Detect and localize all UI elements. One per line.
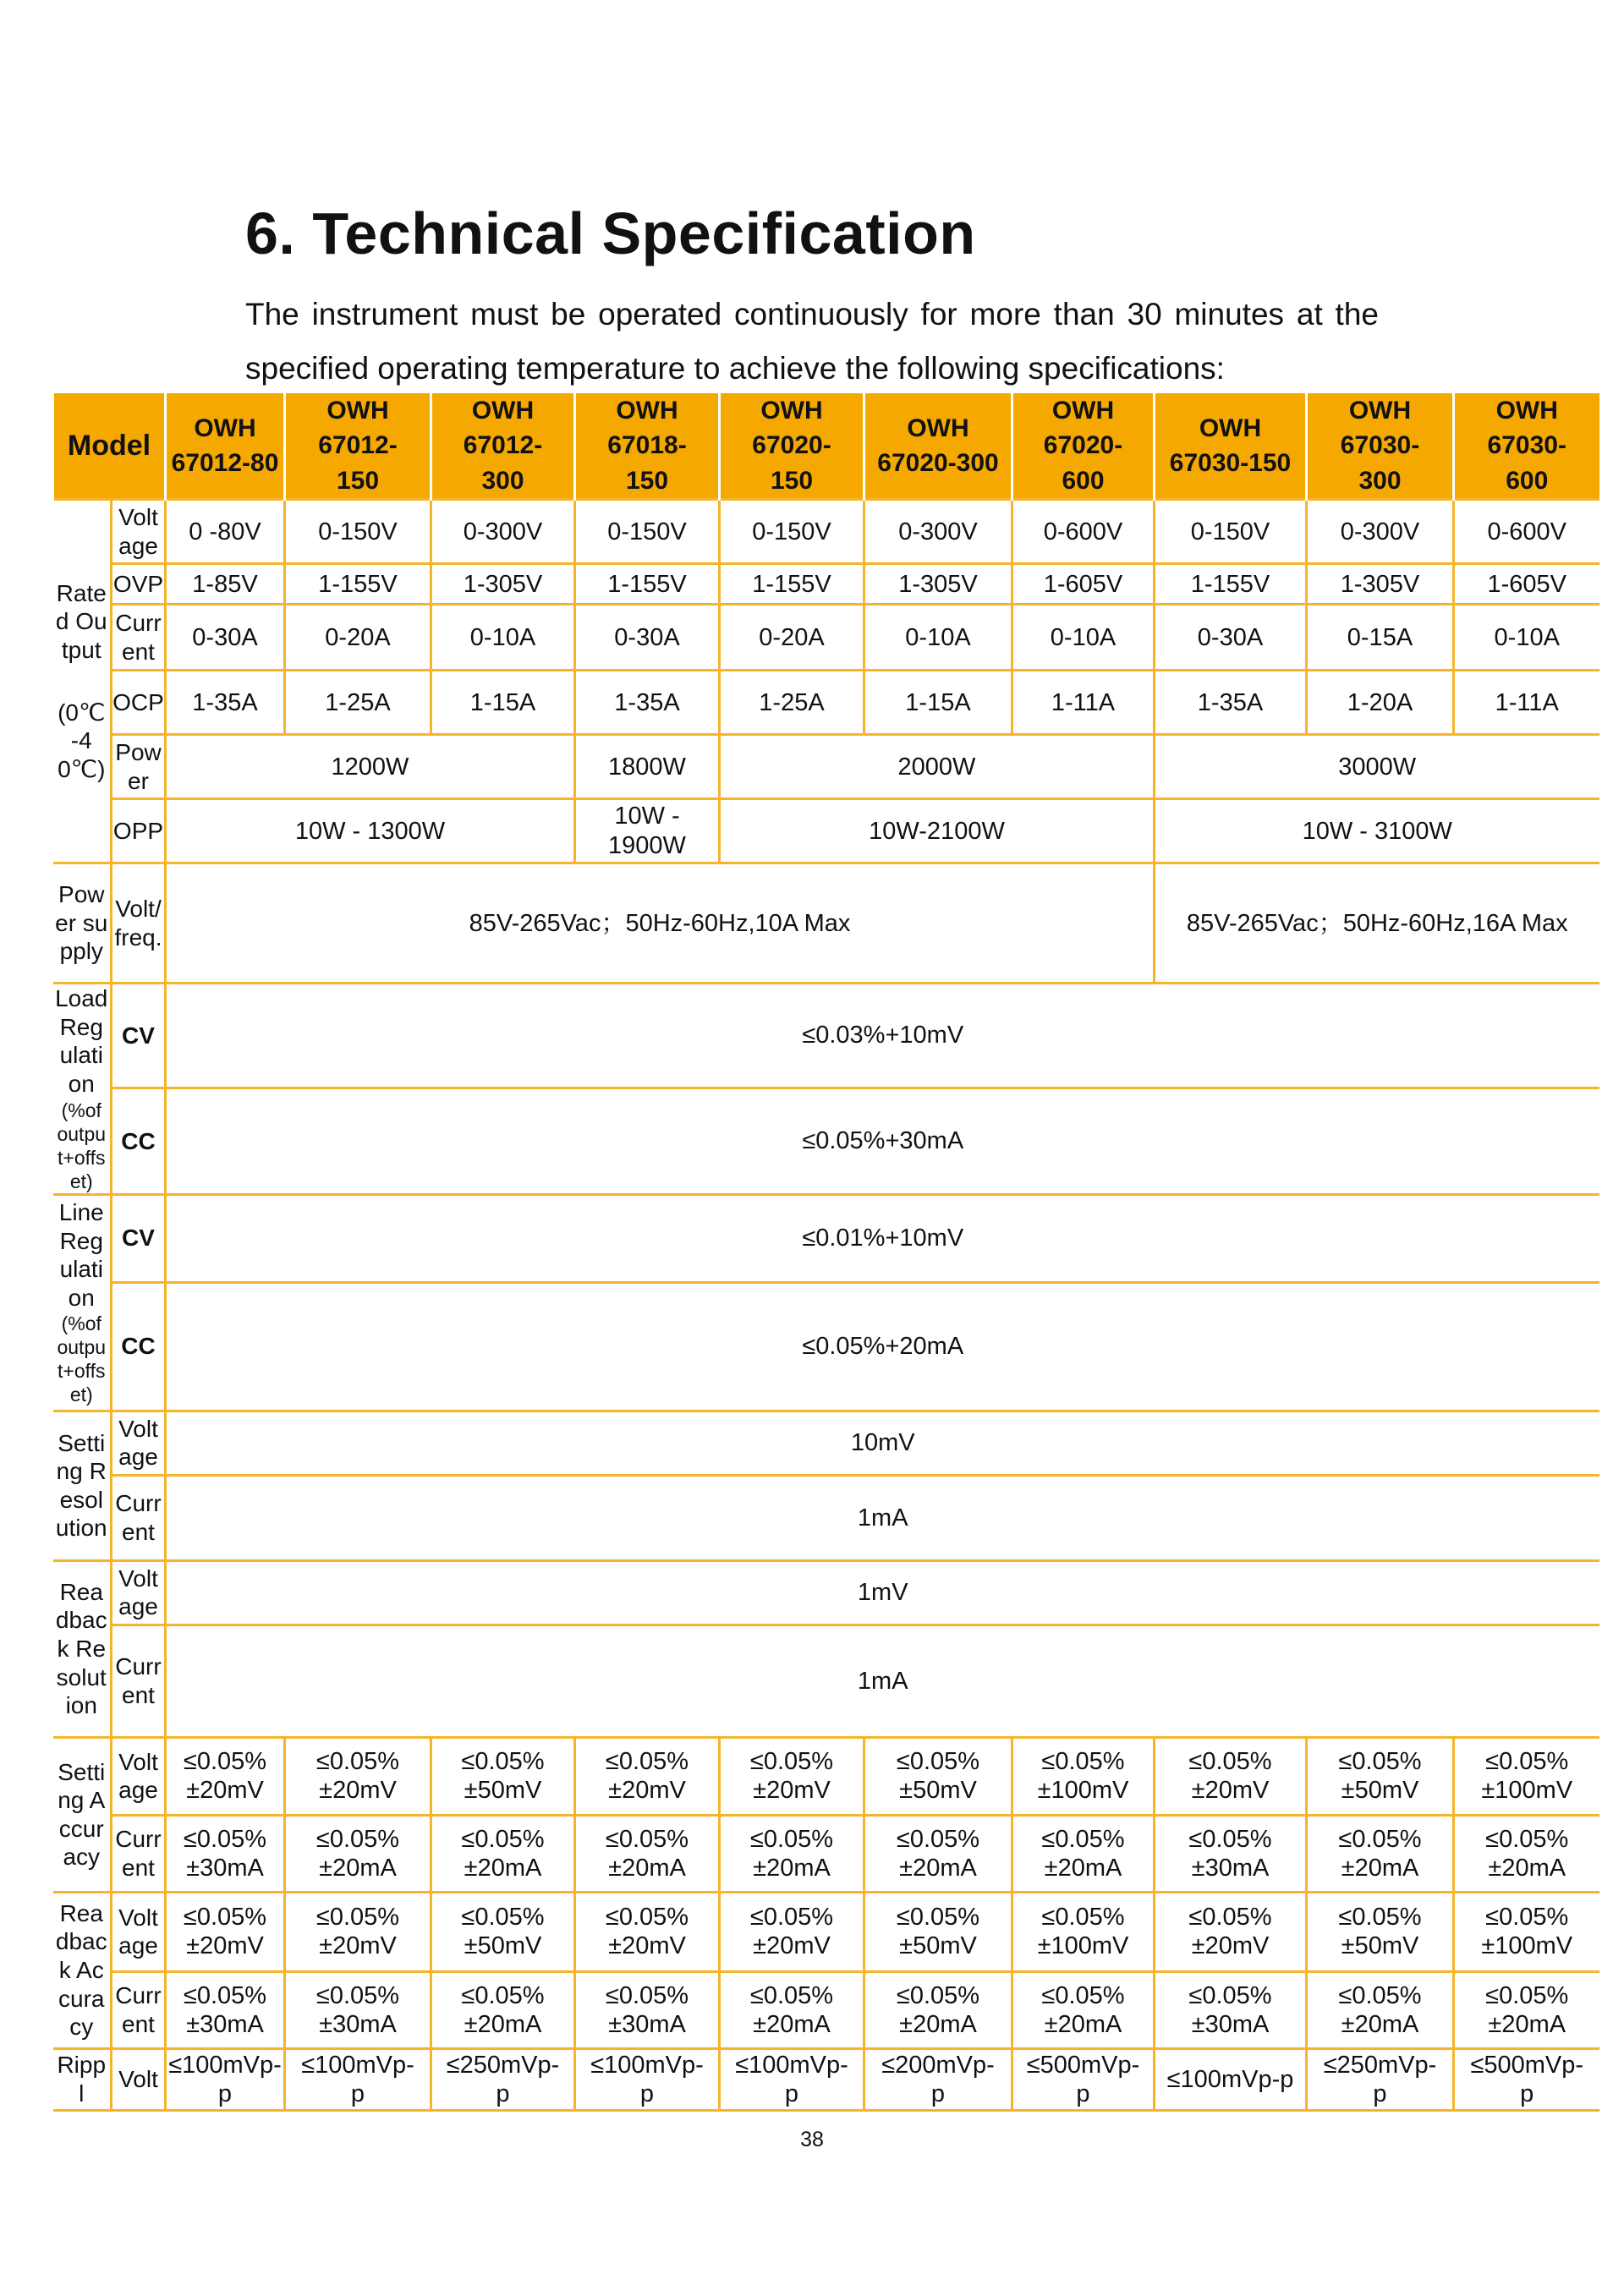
spec-cell: 1200W: [166, 735, 575, 799]
row-label: CV: [112, 984, 166, 1088]
spec-cell: ≤0.05% ±20mA: [720, 1971, 864, 2048]
table-row: [53, 984, 1599, 1088]
spec-cell: ≤0.05% ±30mA: [166, 1971, 285, 2048]
spec-cell: ≤0.05% ±30mA: [1155, 1815, 1307, 1892]
spec-cell: 1800W: [575, 735, 720, 799]
table-row: [53, 564, 1599, 605]
spec-cell: 1-155V: [1155, 564, 1307, 605]
spec-cell: 1-25A: [285, 671, 431, 735]
spec-cell: 0-150V: [575, 500, 720, 564]
row-label: Voltage: [112, 1892, 166, 1971]
row-label: OVP: [112, 564, 166, 605]
spec-cell: 1-155V: [575, 564, 720, 605]
spec-cell: 0-150V: [720, 500, 864, 564]
table-row: [53, 1411, 1599, 1475]
group-label: [53, 1411, 112, 1560]
spec-cell: 10W - 1900W: [575, 799, 720, 863]
spec-cell: ≤0.05% ±20mA: [285, 1815, 431, 1892]
spec-cell: 1-35A: [575, 671, 720, 735]
group-label: [53, 863, 112, 984]
spec-cell: ≤0.05% ±20mA: [1454, 1971, 1599, 2048]
spec-cell: ≤200mVp- p: [864, 2048, 1012, 2110]
spec-cell: 0-150V: [285, 500, 431, 564]
model-name: OWH 67020-300: [864, 392, 1012, 500]
spec-cell: 0-30A: [1155, 605, 1307, 671]
spec-cell: 3000W: [1155, 735, 1599, 799]
row-label: OPP: [112, 799, 166, 863]
spec-table: [52, 391, 1599, 2112]
table-row: [53, 500, 1599, 564]
spec-cell: ≤0.05%+30mA: [166, 1088, 1599, 1194]
spec-cell: ≤100mVp- p: [166, 2048, 285, 2110]
spec-cell: 1-305V: [1307, 564, 1454, 605]
spec-cell: 1-605V: [1454, 564, 1599, 605]
group-label: [53, 984, 112, 1195]
spec-cell: 0-10A: [864, 605, 1012, 671]
model-header: Model: [53, 392, 166, 500]
group-label: [53, 500, 112, 863]
spec-cell: ≤0.05% ±20mV: [1155, 1737, 1307, 1815]
spec-cell: 0-30A: [575, 605, 720, 671]
spec-cell: 10mV: [166, 1411, 1599, 1475]
spec-cell: ≤500mVp- p: [1454, 2048, 1599, 2110]
table-row: [53, 1971, 1599, 2048]
model-name: OWH 67020- 600: [1012, 392, 1155, 500]
group-note: (%of output+offset): [57, 1312, 107, 1406]
table-row: [53, 863, 1599, 984]
spec-cell: ≤500mVp- p: [1012, 2048, 1155, 2110]
spec-cell: ≤0.05% ±20mA: [575, 1815, 720, 1892]
spec-cell: 1-155V: [720, 564, 864, 605]
spec-cell: ≤0.05% ±20mV: [1155, 1892, 1307, 1971]
table-row: [53, 1194, 1599, 1282]
spec-cell: 0-10A: [431, 605, 575, 671]
spec-cell: 1-11A: [1454, 671, 1599, 735]
spec-cell: ≤0.05% ±20mV: [285, 1737, 431, 1815]
spec-cell: ≤0.05% ±30mA: [285, 1971, 431, 2048]
model-name: OWH 67030- 600: [1454, 392, 1599, 500]
spec-cell: 0 -80V: [166, 500, 285, 564]
spec-cell: 0-20A: [285, 605, 431, 671]
spec-cell: ≤0.05% ±20mA: [720, 1815, 864, 1892]
spec-cell: ≤0.05% ±50mV: [1307, 1737, 1454, 1815]
spec-cell: ≤0.05%+20mA: [166, 1282, 1599, 1411]
spec-cell: 0-150V: [1155, 500, 1307, 564]
row-label: Voltage: [112, 1560, 166, 1625]
table-row: [53, 735, 1599, 799]
group-label-text: Power supply: [55, 881, 108, 965]
spec-cell: ≤0.05% ±20mA: [1454, 1815, 1599, 1892]
spec-cell: ≤250mVp- p: [431, 2048, 575, 2110]
spec-cell: 1mA: [166, 1475, 1599, 1560]
spec-cell: ≤100mVp- p: [720, 2048, 864, 2110]
group-label-text: Load Regulation: [55, 985, 108, 1097]
row-label: CC: [112, 1088, 166, 1194]
spec-cell: ≤100mVp- p: [575, 2048, 720, 2110]
model-name: OWH 67012- 300: [431, 392, 575, 500]
group-label-text: Readback Resolution: [55, 1578, 107, 1719]
table-row: [53, 1892, 1599, 1971]
table-row: [53, 605, 1599, 671]
table-row: [53, 1475, 1599, 1560]
spec-cell: ≤0.05% ±50mV: [431, 1892, 575, 1971]
spec-cell: ≤0.05% ±20mA: [864, 1815, 1012, 1892]
spec-cell: ≤0.05% ±30mA: [166, 1815, 285, 1892]
spec-cell: 1-85V: [166, 564, 285, 605]
spec-cell: 10W - 3100W: [1155, 799, 1599, 863]
row-label: CC: [112, 1282, 166, 1411]
group-label-text: Setting Accuracy: [58, 1758, 106, 1871]
row-label: Current: [112, 1475, 166, 1560]
spec-cell: ≤0.05% ±20mA: [1307, 1815, 1454, 1892]
spec-cell: 1-20A: [1307, 671, 1454, 735]
table-row: [53, 1088, 1599, 1194]
table-row: [53, 1560, 1599, 1625]
row-label: Volt/ freq.: [112, 863, 166, 984]
spec-cell: ≤0.05% ±50mV: [1307, 1892, 1454, 1971]
spec-cell: ≤0.05% ±50mV: [864, 1892, 1012, 1971]
spec-cell: ≤0.01%+10mV: [166, 1194, 1599, 1282]
model-name: OWH 67020- 150: [720, 392, 864, 500]
group-note: (%of output+offset): [57, 1099, 107, 1192]
spec-cell: ≤0.05% ±20mV: [575, 1737, 720, 1815]
row-label: Voltage: [112, 1737, 166, 1815]
row-label: Power: [112, 735, 166, 799]
row-label: Volt: [112, 2048, 166, 2110]
table-row: [53, 1737, 1599, 1815]
spec-cell: 0-30A: [166, 605, 285, 671]
spec-cell: ≤0.03%+10mV: [166, 984, 1599, 1088]
spec-cell: ≤0.05% ±30mA: [575, 1971, 720, 2048]
spec-cell: 2000W: [720, 735, 1155, 799]
table-row: [53, 1625, 1599, 1737]
row-label: CV: [112, 1194, 166, 1282]
group-label-text: Line Regulation: [58, 1198, 104, 1311]
spec-cell: ≤0.05% ±20mV: [166, 1737, 285, 1815]
spec-cell: 1-305V: [864, 564, 1012, 605]
spec-cell: 1-35A: [166, 671, 285, 735]
spec-cell: 85V-265Vac；50Hz-60Hz,10A Max: [166, 863, 1155, 984]
table-row: [53, 799, 1599, 863]
spec-cell: ≤0.05% ±20mV: [720, 1892, 864, 1971]
group-label-text: Rippl: [57, 2052, 107, 2107]
spec-cell: 1-11A: [1012, 671, 1155, 735]
table-row: [53, 1815, 1599, 1892]
spec-cell: 1-25A: [720, 671, 864, 735]
spec-cell: 10W - 1300W: [166, 799, 575, 863]
group-label: [53, 1194, 112, 1411]
table-row: [53, 2048, 1599, 2110]
spec-cell: ≤100mVp- p: [285, 2048, 431, 2110]
group-label-text: Rated Output: [55, 579, 107, 664]
spec-cell: ≤0.05% ±20mA: [431, 1971, 575, 2048]
spec-cell: 1-155V: [285, 564, 431, 605]
table-row: [53, 671, 1599, 735]
spec-cell: 0-300V: [1307, 500, 1454, 564]
row-label: Current: [112, 605, 166, 671]
group-label-text: Setting Resolution: [55, 1429, 107, 1542]
spec-cell: ≤250mVp- p: [1307, 2048, 1454, 2110]
spec-cell: 1-15A: [431, 671, 575, 735]
row-label: Voltage: [112, 1411, 166, 1475]
page-title: 6. Technical Specification: [245, 200, 976, 266]
group-label: [53, 1737, 112, 1892]
spec-cell: ≤0.05% ±20mA: [1012, 1971, 1155, 2048]
spec-cell: ≤0.05% ±100mV: [1012, 1892, 1155, 1971]
model-name: OWH 67018- 150: [575, 392, 720, 500]
spec-cell: ≤0.05% ±100mV: [1454, 1737, 1599, 1815]
spec-cell: ≤0.05% ±100mV: [1012, 1737, 1155, 1815]
spec-cell: 1-605V: [1012, 564, 1155, 605]
page-number: 38: [800, 2128, 824, 2151]
row-label: Current: [112, 1815, 166, 1892]
spec-cell: 0-600V: [1454, 500, 1599, 564]
spec-cell: 1-35A: [1155, 671, 1307, 735]
spec-cell: ≤0.05% ±20mV: [720, 1737, 864, 1815]
spec-cell: ≤0.05% ±20mA: [1012, 1815, 1155, 1892]
spec-cell: 0-20A: [720, 605, 864, 671]
row-label: Voltage: [112, 500, 166, 564]
group-label: [53, 2048, 112, 2110]
spec-cell: ≤0.05% ±50mV: [864, 1737, 1012, 1815]
group-note: (0℃-40℃): [58, 699, 106, 782]
group-label: [53, 1892, 112, 2048]
spec-cell: 1-15A: [864, 671, 1012, 735]
spec-cell: 0-10A: [1454, 605, 1599, 671]
spec-cell: ≤0.05% ±30mA: [1155, 1971, 1307, 2048]
model-name: OWH 67012-80: [166, 392, 285, 500]
spec-cell: ≤0.05% ±20mA: [864, 1971, 1012, 2048]
spec-cell: ≤0.05% ±100mV: [1454, 1892, 1599, 1971]
spec-cell: 1-305V: [431, 564, 575, 605]
spec-cell: 0-600V: [1012, 500, 1155, 564]
row-label: Current: [112, 1625, 166, 1737]
model-name: OWH 67030- 300: [1307, 392, 1454, 500]
header-row: [53, 392, 1599, 500]
spec-cell: 10W-2100W: [720, 799, 1155, 863]
group-label: [53, 1560, 112, 1737]
spec-cell: ≤0.05% ±20mA: [1307, 1971, 1454, 2048]
spec-cell: ≤0.05% ±20mV: [285, 1892, 431, 1971]
spec-cell: 0-300V: [864, 500, 1012, 564]
spec-cell: 1mV: [166, 1560, 1599, 1625]
spec-cell: 85V-265Vac；50Hz-60Hz,16A Max: [1155, 863, 1599, 984]
group-label-text: Readback Accuracy: [55, 1899, 107, 2041]
spec-cell: 1mA: [166, 1625, 1599, 1737]
model-name: OWH 67030-150: [1155, 392, 1307, 500]
spec-cell: ≤100mVp-p: [1155, 2048, 1307, 2110]
spec-cell: ≤0.05% ±20mV: [166, 1892, 285, 1971]
spec-cell: 0-15A: [1307, 605, 1454, 671]
spec-cell: ≤0.05% ±20mV: [575, 1892, 720, 1971]
intro-paragraph: The instrument must be operated continuously for more than 30 minutes at the specified operating temperature to achieve the following specifications:: [245, 297, 1379, 386]
spec-cell: 0-300V: [431, 500, 575, 564]
row-label: OCP: [112, 671, 166, 735]
model-name: OWH 67012- 150: [285, 392, 431, 500]
row-label: Current: [112, 1971, 166, 2048]
table-row: [53, 1282, 1599, 1411]
spec-cell: 0-10A: [1012, 605, 1155, 671]
spec-cell: ≤0.05% ±50mV: [431, 1737, 575, 1815]
spec-cell: ≤0.05% ±20mA: [431, 1815, 575, 1892]
